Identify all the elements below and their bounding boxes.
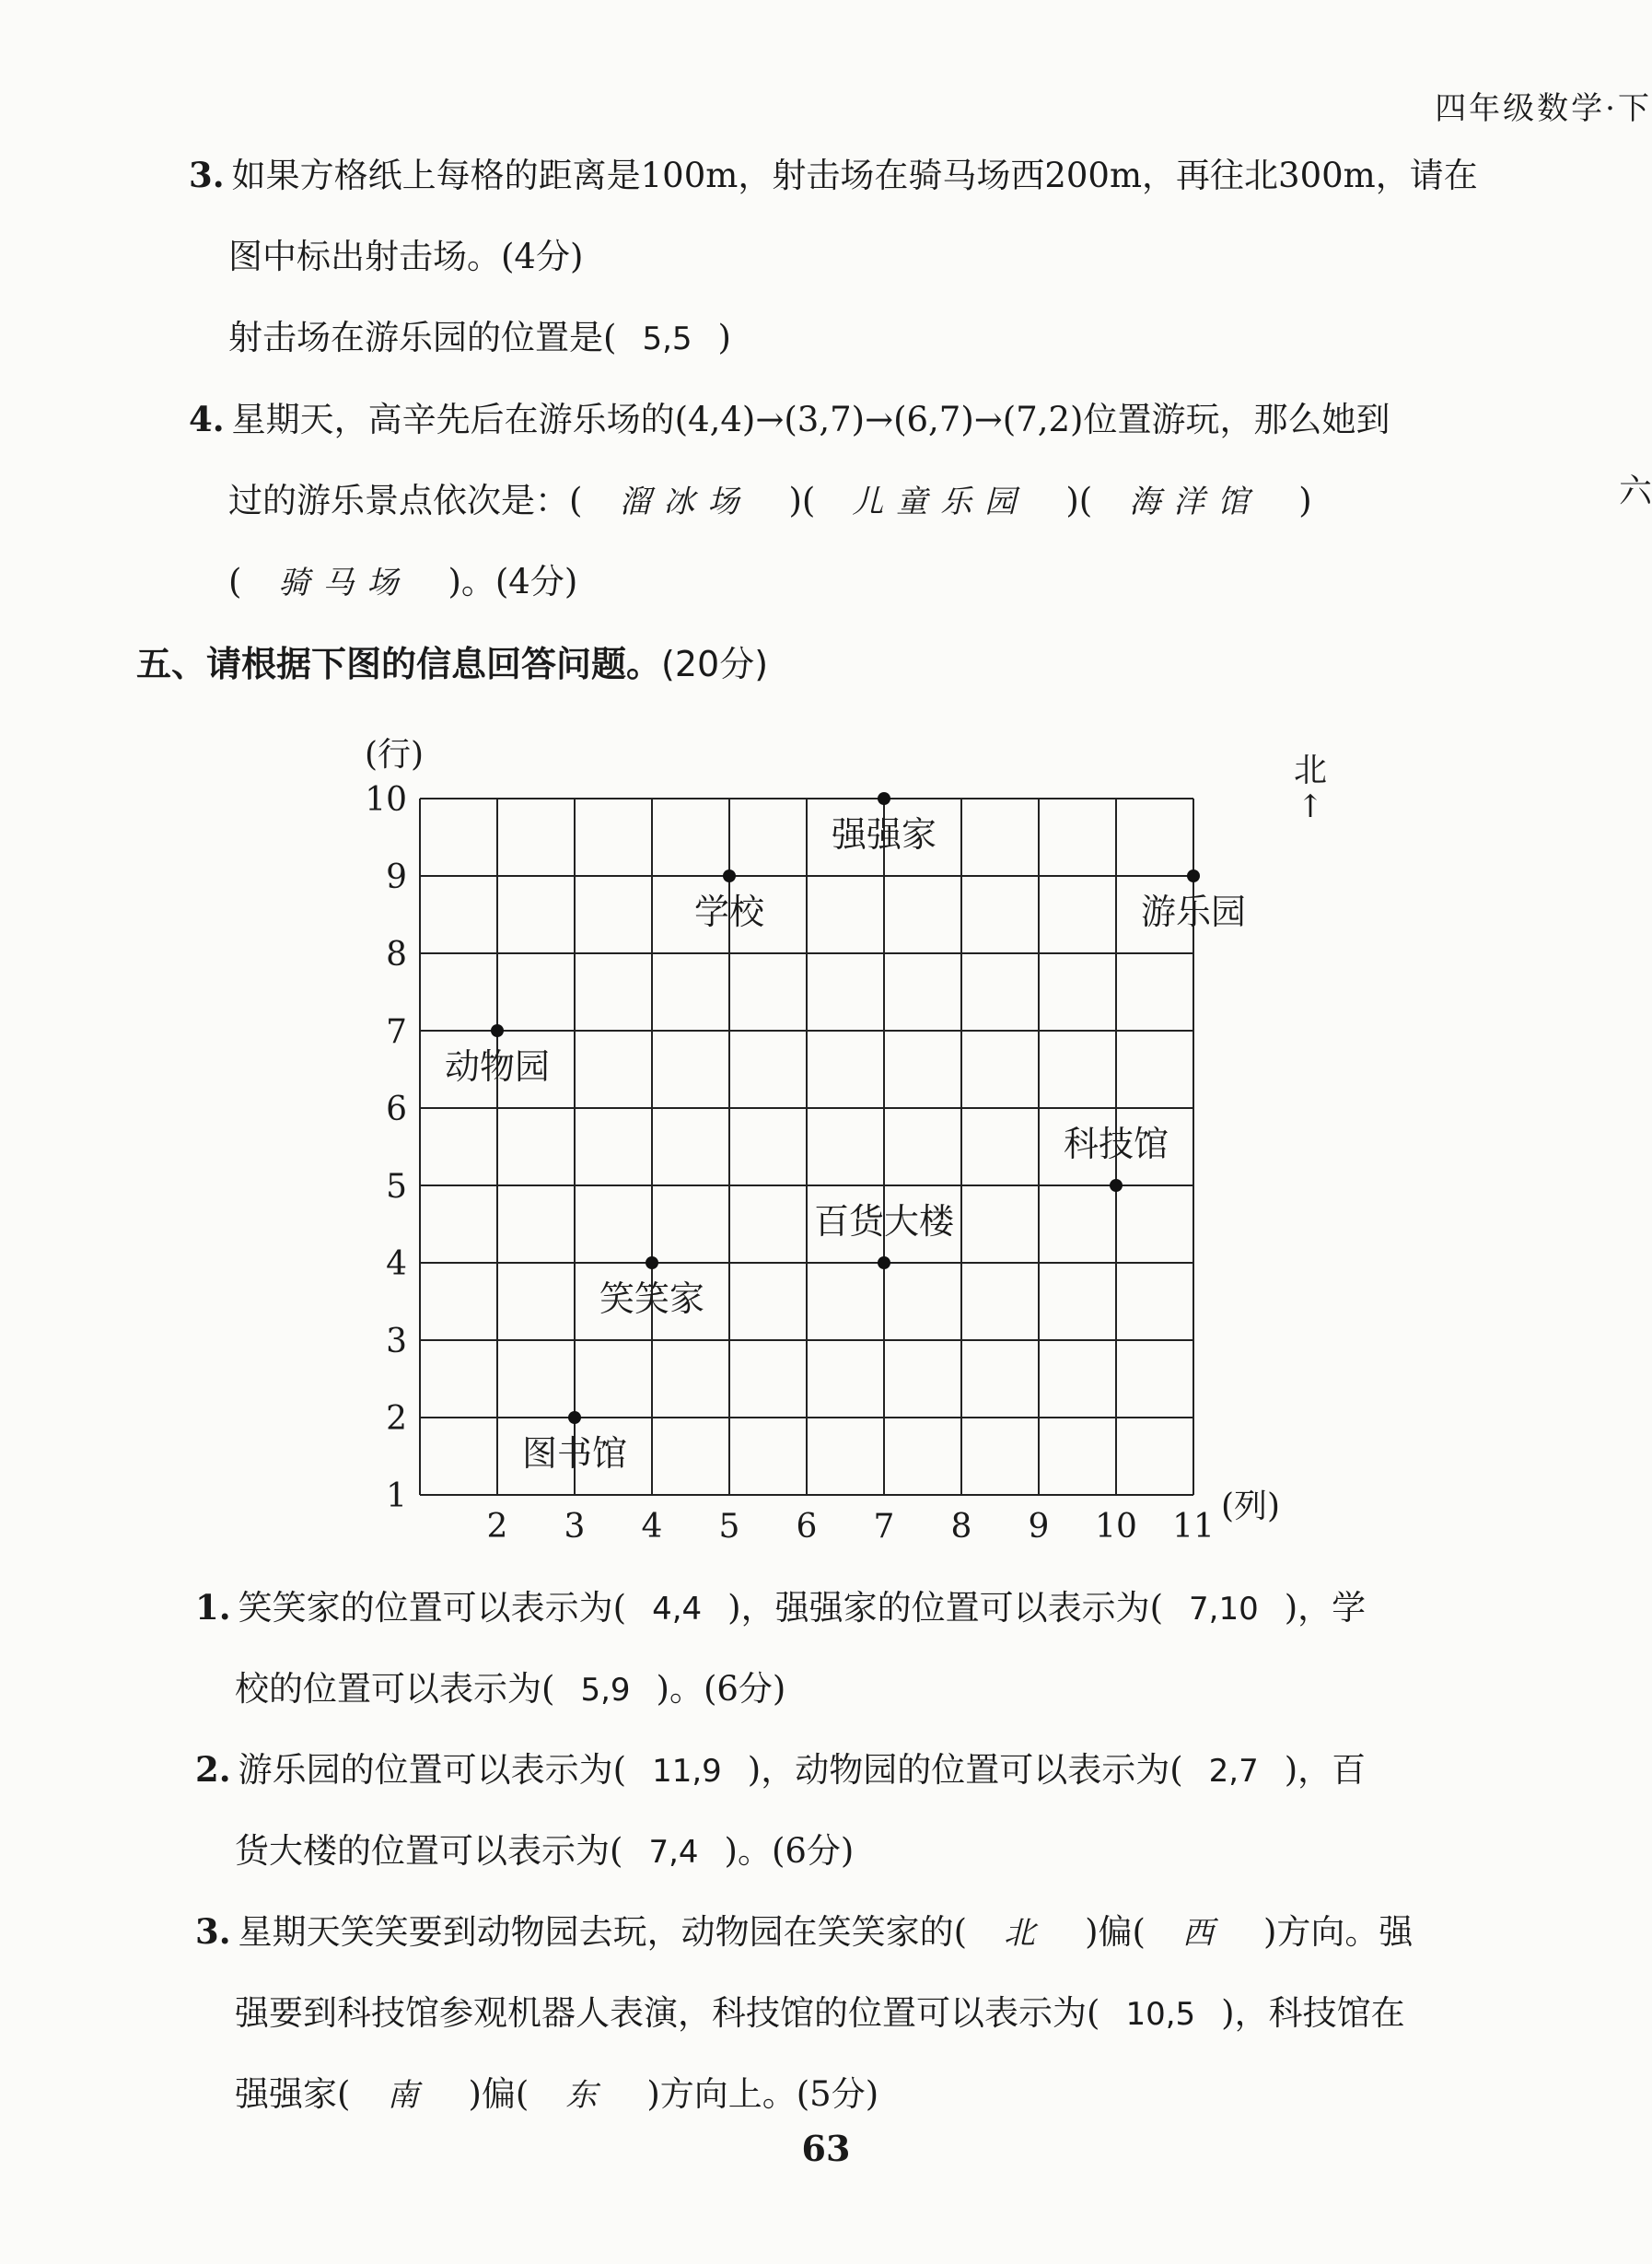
q1-text-b: )，强强家的位置可以表示为( xyxy=(727,1588,1164,1628)
q1-num: 1. xyxy=(195,1587,231,1628)
x-tick-label: 5 xyxy=(718,1508,740,1546)
point-marker xyxy=(878,792,890,805)
q3-top-text3: 射击场在游乐园的位置是( xyxy=(228,318,617,357)
q1-answer-d: 5,9 xyxy=(580,1672,631,1709)
point-label: 游乐园 xyxy=(1140,892,1247,932)
q3-text-g: )偏( xyxy=(468,2074,529,2114)
q4-top-text1: 星期天，高辛先后在游乐场的(4,4)→(3,7)→(6,7)→(7,2)位置游玩，那么她到 xyxy=(231,400,1390,439)
q3-top-line2: 图中标出射击场。(4分) xyxy=(228,237,584,276)
y-tick-label: 6 xyxy=(386,1091,407,1128)
side-tab: 六 xyxy=(1618,473,1652,510)
y-tick-label: 5 xyxy=(386,1168,407,1206)
q2-text-e: )。(6分) xyxy=(724,1831,855,1871)
q1-text-d: 校的位置可以表示为( xyxy=(235,1669,555,1709)
q3-line3 xyxy=(235,2066,878,2116)
q4-top-close: )。(4分) xyxy=(448,562,578,601)
q3-top-num: 3. xyxy=(189,155,225,195)
q3-line2 xyxy=(235,1985,1405,2035)
y-axis-label: (行) xyxy=(365,736,425,774)
q3-text-h: )方向上。(5分) xyxy=(646,2074,879,2114)
q4-answer-1: 溜冰场 xyxy=(619,484,752,520)
q2-text-d: 货大楼的位置可以表示为( xyxy=(235,1831,623,1871)
q2-line1 xyxy=(195,1742,1366,1791)
q3-text-c: )方向。强 xyxy=(1262,1912,1414,1952)
y-tick-label: 7 xyxy=(386,1013,407,1051)
north-arrow-icon: ↑ xyxy=(1297,788,1324,825)
point-label: 科技馆 xyxy=(1063,1124,1169,1164)
q3-top-close: ) xyxy=(717,318,731,357)
q3-top-answer: 5,5 xyxy=(642,321,692,357)
q3-num: 3. xyxy=(195,1911,231,1952)
x-tick-label: 11 xyxy=(1172,1508,1215,1546)
y-tick-label: 9 xyxy=(386,858,407,896)
y-tick-label: 1 xyxy=(386,1477,407,1515)
coordinate-grid-chart xyxy=(313,709,1326,1557)
q3-text-d: 强要到科技馆参观机器人表演，科技馆的位置可以表示为( xyxy=(235,1993,1100,2033)
y-tick-label: 3 xyxy=(386,1323,407,1360)
point-label: 笑笑家 xyxy=(599,1278,705,1319)
q2-text-c: )，百 xyxy=(1284,1750,1367,1790)
q1-answer-b: 7,10 xyxy=(1189,1591,1259,1628)
point-marker xyxy=(723,869,736,882)
q2-text-a: 游乐园的位置可以表示为( xyxy=(238,1750,627,1790)
q3-top-line1 xyxy=(189,147,1478,197)
y-tick-label: 4 xyxy=(386,1245,407,1283)
x-tick-label: 10 xyxy=(1095,1508,1137,1546)
q3-answer-f: 南 xyxy=(387,2077,432,2114)
q1-line1 xyxy=(195,1580,1366,1629)
x-tick-label: 2 xyxy=(486,1508,508,1546)
q2-num: 2. xyxy=(195,1749,231,1790)
q4-answer-3: 海洋馆 xyxy=(1129,484,1262,520)
x-tick-label: 3 xyxy=(564,1508,586,1546)
point-marker xyxy=(1187,869,1200,882)
point-label: 百货大楼 xyxy=(813,1201,955,1242)
x-tick-label: 8 xyxy=(950,1508,972,1546)
q4-top-num: 4. xyxy=(189,399,225,439)
q3-text-b: )偏( xyxy=(1085,1912,1146,1952)
point-marker xyxy=(646,1256,658,1269)
q2-answer-d: 7,4 xyxy=(648,1834,699,1871)
x-tick-label: 7 xyxy=(873,1508,895,1546)
q4-top-line1 xyxy=(189,391,1390,441)
x-tick-label: 4 xyxy=(641,1508,663,1546)
q1-text-c: )，学 xyxy=(1284,1588,1367,1628)
section-5-title xyxy=(136,636,768,686)
section-5-points: (20分) xyxy=(661,644,769,684)
q1-answer-a: 4,4 xyxy=(652,1591,703,1628)
point-label: 动物园 xyxy=(444,1046,551,1087)
q2-answer-a: 11,9 xyxy=(652,1753,722,1790)
q3-top-line3 xyxy=(228,309,731,359)
point-marker xyxy=(878,1256,890,1269)
q3-text-f: 强强家( xyxy=(235,2074,351,2114)
q3-line1 xyxy=(195,1904,1413,1954)
point-label: 强强家 xyxy=(831,814,937,855)
north-label: 北 xyxy=(1294,752,1328,789)
x-tick-label: 6 xyxy=(796,1508,818,1546)
q1-line2 xyxy=(235,1661,785,1710)
q4-answer-4: 骑马场 xyxy=(278,565,412,601)
q3-answer-d: 10,5 xyxy=(1125,1996,1196,2033)
q2-answer-b: 2,7 xyxy=(1208,1753,1259,1790)
point-label: 图书馆 xyxy=(521,1433,628,1474)
page-number: 63 xyxy=(801,2128,851,2169)
q3-top-text1: 如果方格纸上每格的距离是100m，射击场在骑马场西200m，再往北300m，请在 xyxy=(231,156,1478,195)
point-marker xyxy=(491,1024,504,1037)
y-tick-label: 8 xyxy=(386,936,407,974)
section-5-title-text: 五、请根据下图的信息回答问题。 xyxy=(136,644,662,684)
q1-text-e: )。(6分) xyxy=(656,1669,786,1709)
point-marker xyxy=(1110,1179,1123,1192)
q1-text-a: 笑笑家的位置可以表示为( xyxy=(238,1588,627,1628)
q3-answer-a: 北 xyxy=(1004,1915,1049,1952)
q4-top-line2: 过的游乐景点依次是：( 溜冰场 )( 儿童乐园 )( 海洋馆 ) xyxy=(228,481,1312,520)
q3-answer-b: 西 xyxy=(1181,1915,1227,1952)
q3-answer-g: 东 xyxy=(565,2077,611,2114)
point-label: 学校 xyxy=(693,892,765,932)
q3-text-a: 星期天笑笑要到动物园去玩，动物园在笑笑家的( xyxy=(238,1912,968,1952)
page-header: 四年级数学·下 xyxy=(1435,90,1652,127)
point-marker xyxy=(568,1411,581,1424)
y-tick-label: 10 xyxy=(365,781,407,819)
q4-top-line3: ( 骑马场 )。(4分) xyxy=(228,562,578,601)
q4-answer-2: 儿童乐园 xyxy=(852,484,1030,520)
q3-text-e: )，科技馆在 xyxy=(1221,1993,1405,2033)
q4-top-text2: 过的游乐景点依次是：( xyxy=(228,481,583,520)
x-axis-label: (列) xyxy=(1221,1488,1281,1525)
q2-line2 xyxy=(235,1823,854,1873)
y-tick-label: 2 xyxy=(386,1400,407,1438)
x-tick-label: 9 xyxy=(1028,1508,1050,1546)
q2-text-b: )，动物园的位置可以表示为( xyxy=(747,1750,1183,1790)
